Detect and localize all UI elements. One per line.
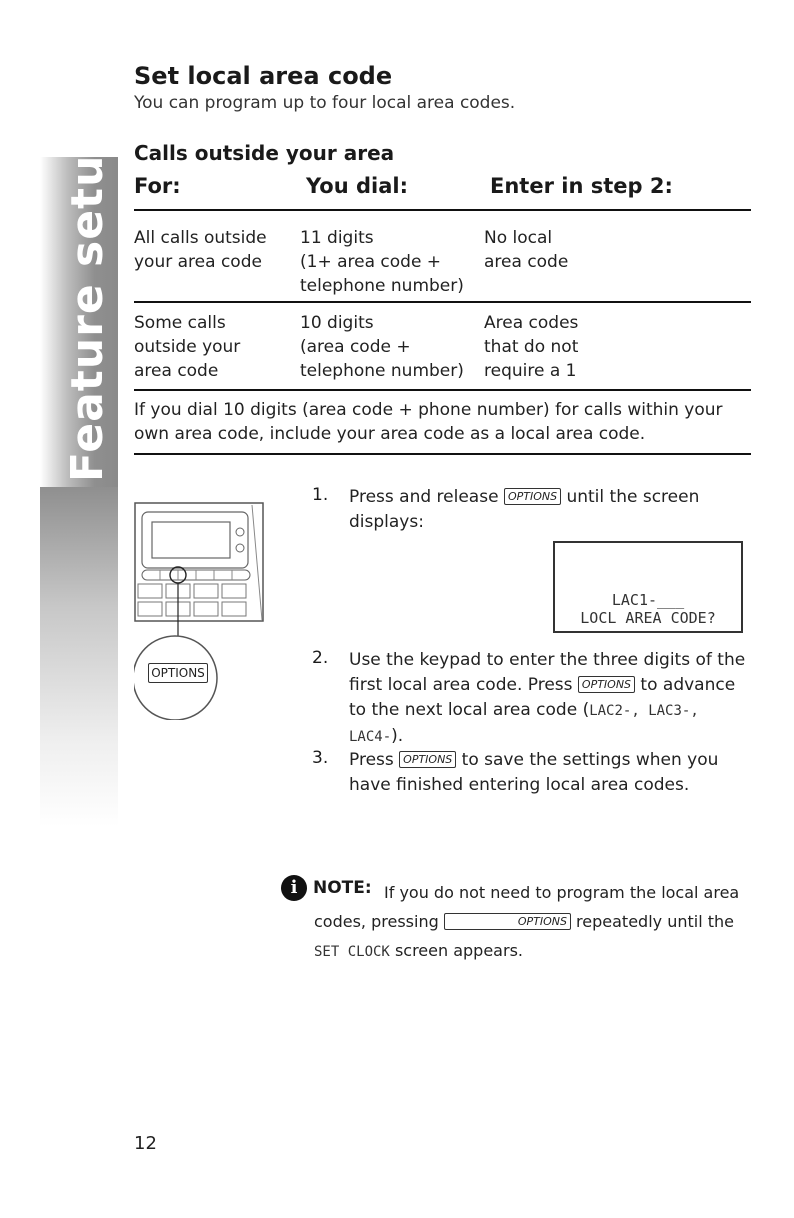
step2-post: ). — [391, 726, 404, 746]
lcd-screen — [553, 541, 743, 633]
info-icon: i — [281, 875, 307, 901]
step1-pre: Press and release — [349, 487, 504, 507]
section-rule — [134, 453, 751, 455]
table-rule-top — [134, 209, 751, 211]
side-tab-fade — [40, 487, 118, 827]
step2-lcd: LAC2-, LAC3-, LAC4- — [349, 703, 699, 745]
options-key: OPTIONS — [504, 488, 561, 505]
row1-for: All calls outside your area code — [134, 228, 267, 272]
note-text — [314, 878, 754, 967]
step1-text — [349, 485, 754, 535]
side-tab-label: Feature setup — [62, 122, 113, 482]
table-rule-bottom — [134, 389, 751, 391]
note-label: NOTE: — [313, 878, 372, 898]
row2-dial: 10 digits (area code + telephone number) — [300, 313, 464, 381]
table-rule-mid — [134, 301, 751, 303]
note-post: screen appears. — [389, 941, 523, 960]
page-title: Set local area code — [134, 62, 393, 90]
column-header-enter: Enter in step 2: — [490, 174, 673, 198]
note-lcd: SET CLOCK — [314, 944, 390, 960]
note-mid: repeatedly until the — [570, 912, 734, 931]
note-pre: If you do not need to program the local area codes, pressing — [314, 883, 740, 931]
step1-number: 1. — [312, 485, 329, 505]
phone-base-icon — [134, 500, 269, 720]
row2-enter: Area codes that do not require a 1 — [484, 313, 579, 381]
step3-number: 3. — [312, 748, 329, 768]
step2-pre: Use the keypad to enter the three digits of the first local area code. Press — [349, 650, 746, 695]
step2-text — [349, 648, 754, 750]
lcd-line-2: LOCL AREA CODE? — [580, 609, 716, 627]
step1-post: until the screen displays: — [349, 487, 700, 532]
row1-dial: 11 digits (1+ area code + telephone number) — [300, 228, 464, 296]
column-header-dial: You dial: — [306, 174, 408, 198]
options-key: OPTIONS — [399, 751, 456, 768]
page-number: 12 — [134, 1133, 157, 1154]
table-heading: Calls outside your area — [134, 141, 395, 165]
row1-enter: No local area code — [484, 228, 569, 272]
page-subtitle: You can program up to four local area codes. — [134, 93, 516, 113]
step3-text — [349, 748, 754, 798]
column-header-for: For: — [134, 174, 181, 198]
lcd-line-1: LAC1-___ — [611, 591, 685, 609]
step3-post: to save the settings when you have finished entering local area codes. — [349, 750, 719, 795]
row2-for: Some calls outside your area code — [134, 313, 241, 381]
step3-pre: Press — [349, 750, 400, 770]
phone-illustration — [134, 500, 269, 724]
options-key: OPTIONS — [444, 913, 571, 930]
options-key: OPTIONS — [578, 676, 635, 693]
table-footnote: If you dial 10 digits (area code + phone number) for calls within your own area code, include your area code as a local area code. — [134, 400, 723, 444]
step2-mid: to advance to the next local area code ( — [349, 675, 736, 720]
options-callout-label: OPTIONS — [148, 663, 208, 683]
step2-number: 2. — [312, 648, 329, 668]
